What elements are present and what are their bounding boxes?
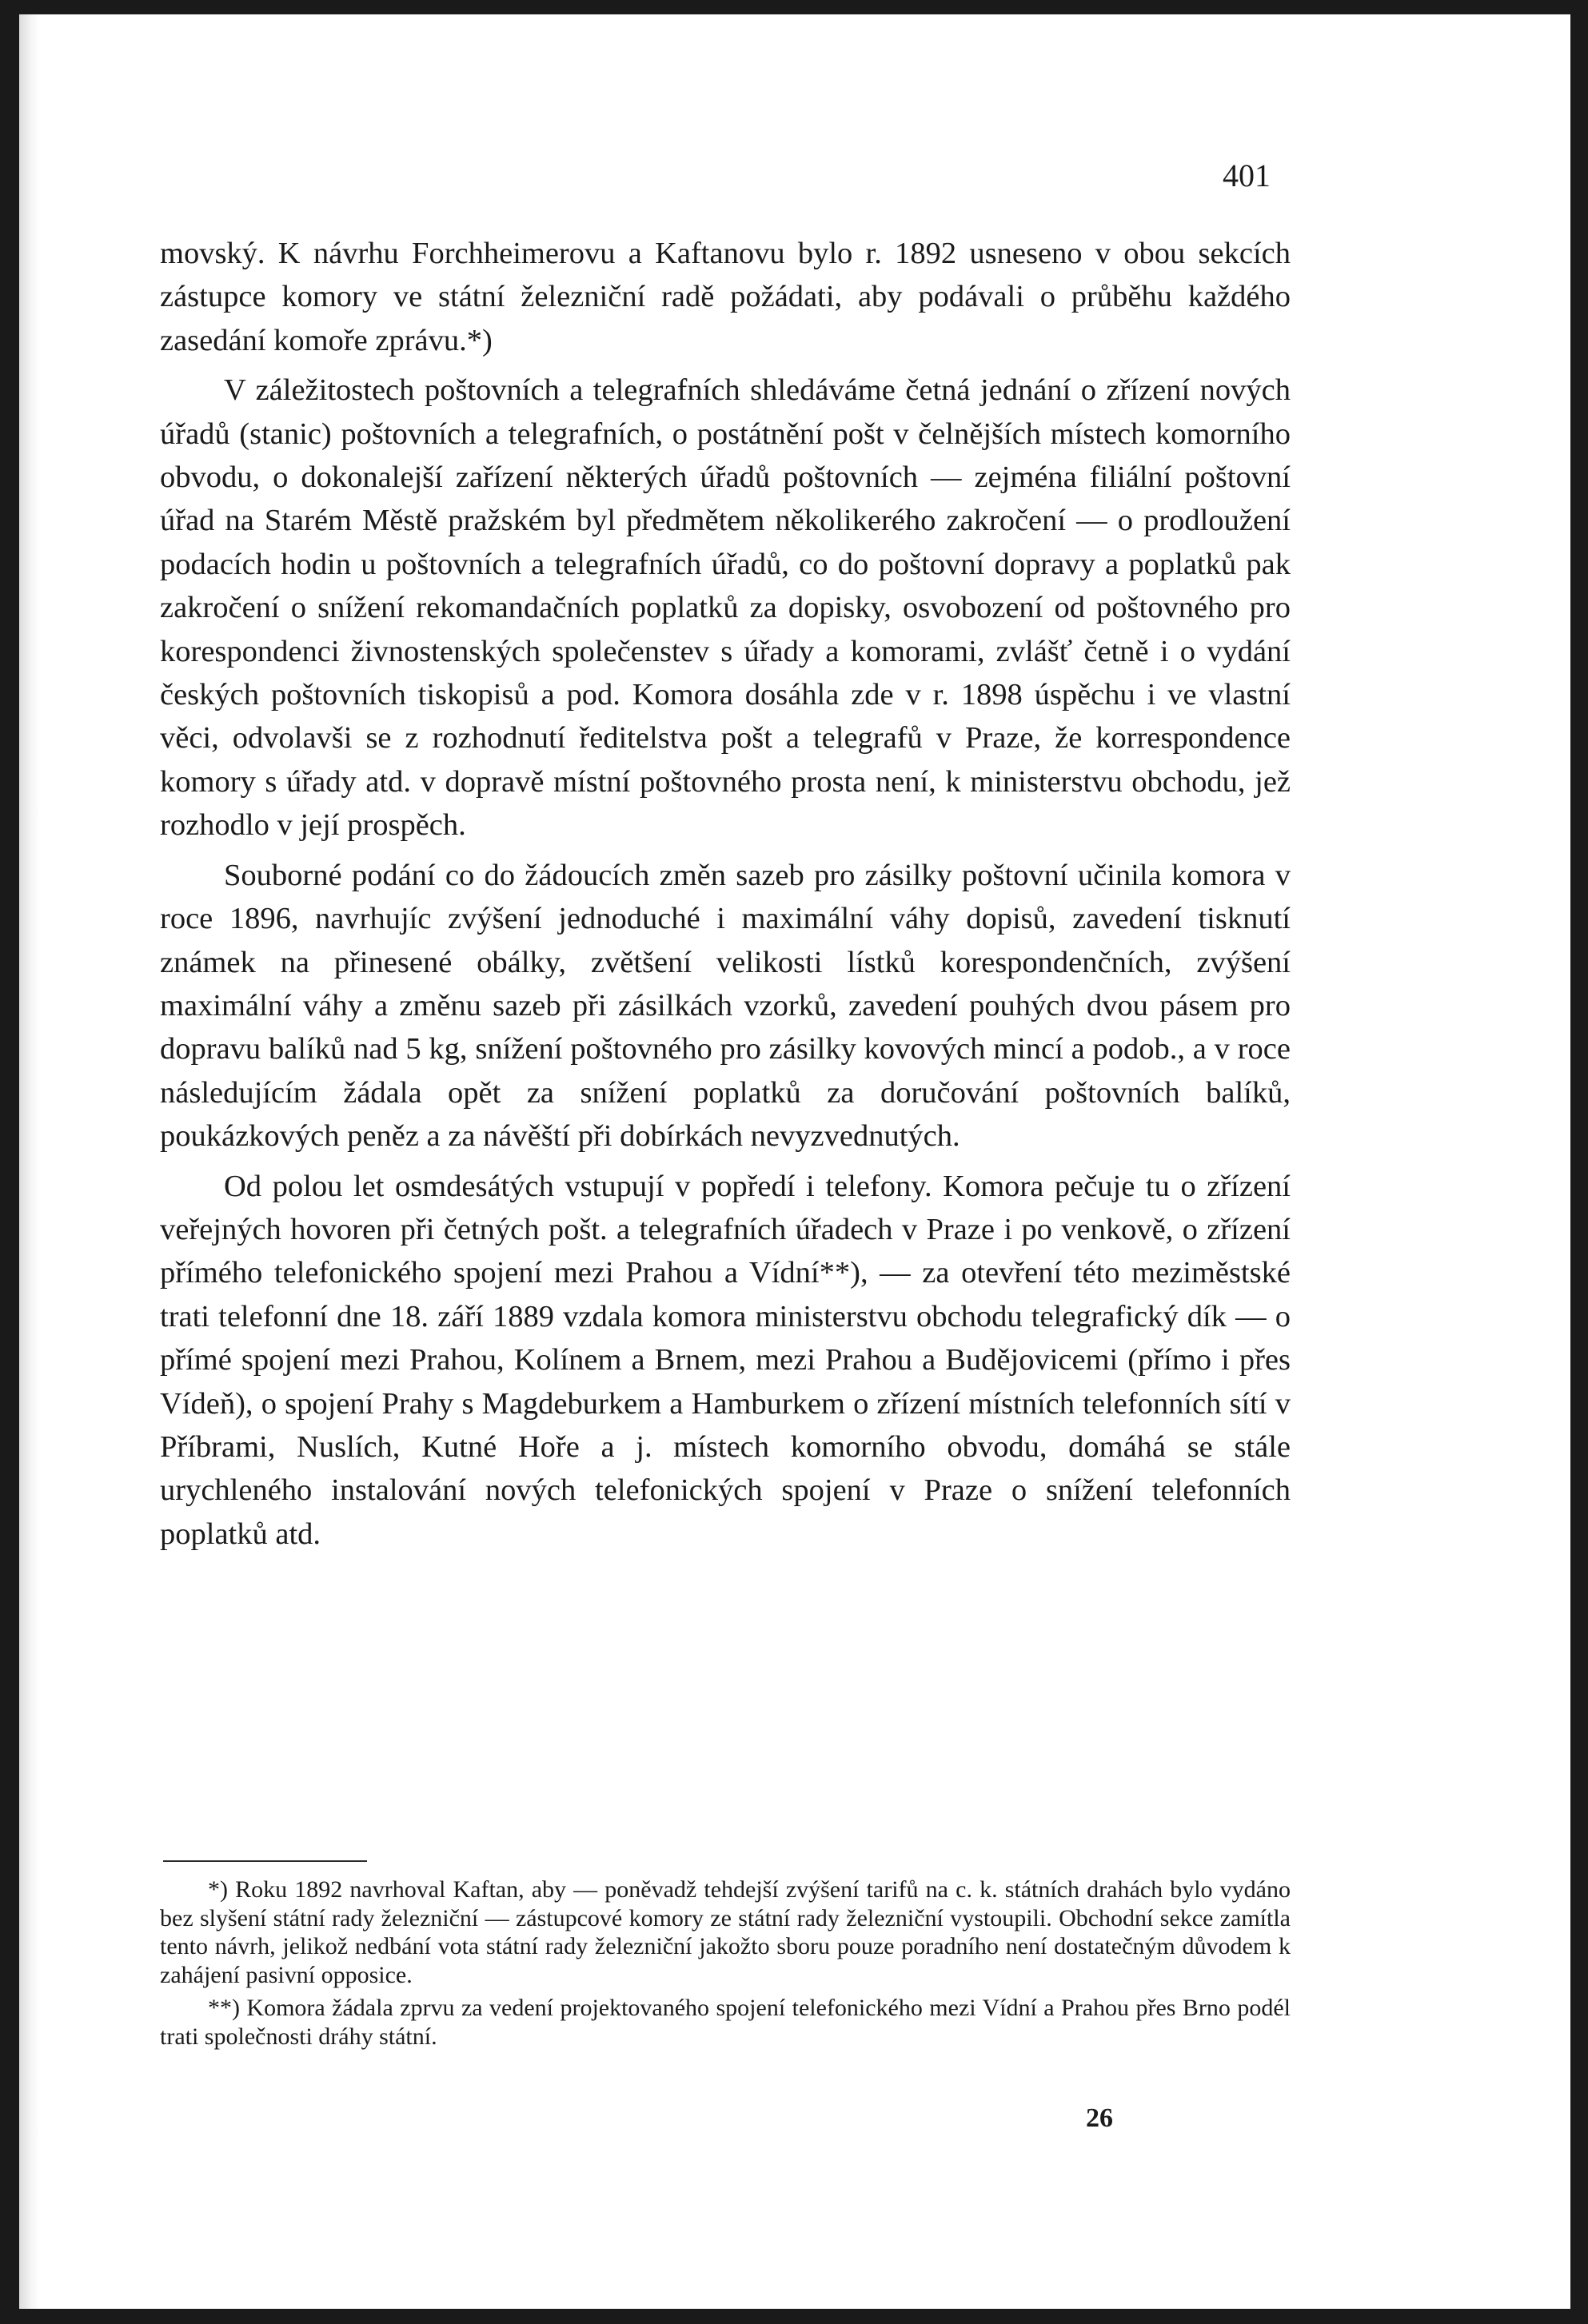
- footnotes: [160, 1876, 1291, 2051]
- scan-edge-shadow: [19, 14, 40, 2309]
- paragraph-continuation: movský. K návrhu Forchheimerovu a Kaftanovu bylo r. 1892 usneseno v obou sekcích zástupce komory ve státní železniční radě požádati, aby podávali o průběhu každého zasedání komoře zprávu.*): [160, 237, 1291, 357]
- page-number: 401: [1223, 157, 1271, 193]
- footnote-divider: [163, 1860, 367, 1862]
- footnote-2: **) Komora žádala zprvu za vedení projektovaného spojení telefonického mezi Vídní a Prahou přes Brno podél trati společnosti dráhy státní.: [160, 1995, 1291, 2050]
- paragraph-telephones: Od polou let osmdesátých vstupují v popředí i telefony. Komora pečuje tu o zřízení veřejných hovoren při četných pošt. a telegrafních úřadech v Praze i po venkově, o zřízení přímého telefonického spojení mezi Prahou a Vídní**), — za otevření této meziměstské trati telefonní dne 18. září 1889 vzdala komora ministerstvu obchodu telegrafický dík — o přímé spojení mezi Prahou, Kolínem a Brnem, mezi Prahou a Budějovicemi (přímo i přes Vídeň), o spojení Prahy s Magdeburkem a Hamburkem o zřízení místních telefonních sítí v Příbrami, Nuslích, Kutné Hoře a j. místech komorního obvodu, domáhá se stále urychleného instalování nových telefonických spojení v Praze o snížení telefonních poplatků atd.: [160, 1169, 1291, 1551]
- paragraph-postal-telegraph: V záležitostech poštovních a telegrafních shledáváme četná jednání o zřízení nových úřadů (stanic) poštovních a telegrafních, o postátnění pošt v čelnějších místech komorního obvodu, o dokonalejší zařízení některých úřadů poštovních — zejména filiální poštovní úřad na Starém Městě pražském byl předmětem několikerého zakročení — o prodloužení podacích hodin u poštovních a telegrafních úřadů, co do poštovní dopravy a poplatků pak zakročení o snížení rekomandačních poplatků za dopisky, osvobození od poštovného pro korespondenci živnostenských společenstev s úřady a komorami, zvlášť četně i o vydání českých poštovních tiskopisů a pod. Komora dosáhla zde v r. 1898 úspěchu i ve vlastní věci, odvolavši se z rozhodnutí ředitelstva pošt a telegrafů v Praze, že korrespondence komory s úřady atd. v dopravě místní poštovného prosta není, k ministerstvu obchodu, jež rozhodlo v její prospěch.: [160, 373, 1291, 843]
- sheet-signature-number: 26: [1086, 2103, 1113, 2133]
- scanned-page: [19, 14, 1570, 2309]
- main-text: [160, 232, 1291, 1556]
- footnote-1: *) Roku 1892 navrhoval Kaftan, aby — poněvadž tehdejší zvýšení tarifů na c. k. státních drahách bylo vydáno bez slyšení státní rady železniční — zástupcové komory ze státní rady železniční vystoupili. Obchodní sekce zamítla tento návrh, jelikož nedbání vota státní rady železniční jakožto sboru pouze poradního není dostatečným důvodem k zahájení pasivní opposice.: [160, 1876, 1291, 1988]
- paragraph-postal-rates: Souborné podání co do žádoucích změn sazeb pro zásilky poštovní učinila komora v roce 1896, navrhujíc zvýšení jednoduché i maximální váhy dopisů, zavedení tisknutí známek na přinesené obálky, zvětšení velikosti lístků korespondenčních, zvýšení maximální váhy a změnu sazeb při zásilkách vzorků, zavedení pouhých dvou pásem pro dopravu balíků nad 5 kg, snížení poštovného pro zásilky kovových mincí a podob., a v roce následujícím žádala opět za snížení poplatků za doručování poštovních balíků, poukázkových peněz a za návěští při dobírkách nevyzvednutých.: [160, 858, 1291, 1154]
